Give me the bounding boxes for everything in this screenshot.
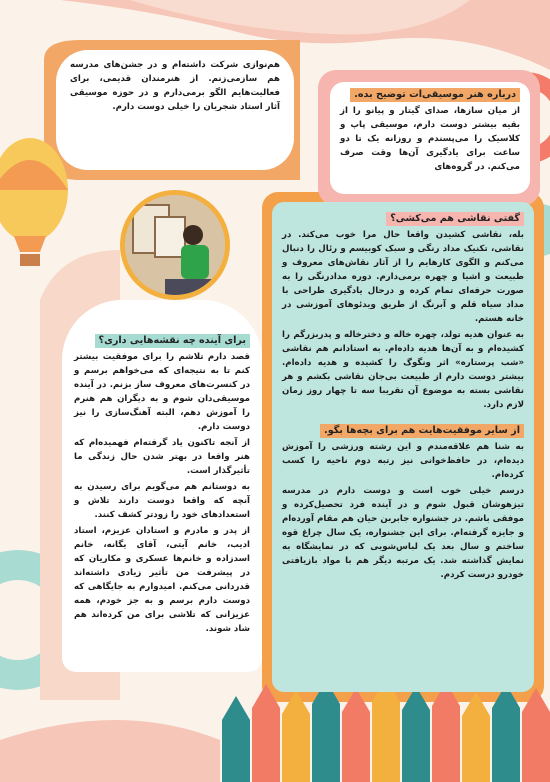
success-paragraph-1: به شنا هم علاقه‌مندم و این رشته ورزشی را آموزش دیده‌ام، در حافظ‌خوانی نیز رتبه دوم ناحیه را کسب کرده‌ام. [282, 442, 524, 480]
painting-card [272, 202, 534, 692]
painting-heading: گفتی نقاشی هم می‌کشی؟ [386, 212, 524, 226]
painting-paragraph-2: به عنوان هدیه تولد، چهره خاله و دخترخاله و پدربزرگم را کشیده‌ام و به آن‌ها هدیه داده‌ام. به استادانم هم نقاشی «شب پرستاره» اثر ونگوگ را کشیده و هدیه داده‌ام. بیشتر دوست دارم از طبیعت بی‌جان نقاشی بکشم و هر نقاشی بسته به موضوع آن تقریبا سه تا چهار روز زمان لازم دارد. [282, 330, 524, 410]
balloon-illustration [0, 138, 68, 266]
future-card [62, 300, 262, 672]
success-heading: از سایر موفقیت‌هایت هم برای بچه‌ها بگو. [320, 424, 524, 438]
music-text: از میان سازها، صدای گیتار و پیانو را از بقیه بیشتر دوست دارم، موسیقی پاپ و کلاسیک را می‌پسندم و روزانه یک تا دو ساعت برای یادگیری آن‌ها وقت صرف می‌کنم. در گروه‌های [340, 106, 520, 172]
painting-paragraph-1: بله، نقاشی کشیدن واقعا حال مرا خوب می‌کند. در نقاشی، تکنیک مداد رنگی و سبک کوبیسم و رئال را دنبال می‌کنم و الگوی کارهایم را از آثار نقاش‌های معروف و طبیعت و اشیا و چهره برمی‌دارم. دوره مدادرنگی را به صورت حرفه‌ای تمام کرده و درحال یادگیری طراحی با مداد سیاه قلم و آبرنگ از طریق ویدئوهای آموزشی در خانه هستم. [282, 230, 524, 324]
future-paragraph-3: به دوستانم هم می‌گویم برای رسیدن به آنچه که واقعا دوست دارند تلاش و استعدادهای خود را زودتر کشف کنند. [74, 482, 250, 520]
future-heading: برای آینده چه نقشه‌هایی داری؟ [95, 334, 251, 348]
music-heading: درباره هنر موسیقی‌ات توضیح بده. [350, 88, 520, 102]
music-continued-text: هم‌نوازی شرکت داشته‌ام و در جشن‌های مدرسه هم سازمی‌زنم. از هنرمندان قدیمی، برای فعالیت‌هایم الگو برمی‌دارم و در حوزه موسیقی آثار استاد شجریان را خیلی دوست دارم. [70, 60, 280, 112]
future-paragraph-4: از پدر و مادرم و استادان عزیزم، استاد ادیب، خانم آیتی، آقای یگانه، خانم اسدزاده و خانم‌ها عسکری و مکاریان که در پیشرفت من تأثیر زیادی داشته‌اند قدردانی می‌کنم. امیدوارم به جایگاهی که دوست دارم برسم و به جز خودم، همه عزیزانی که تلاشی برای من کرده‌اند هم شاد شوند. [74, 526, 250, 634]
music-continued-card [56, 50, 294, 170]
pencils-illustration [222, 678, 550, 782]
music-intro-card [330, 82, 530, 194]
success-paragraph-2: درسم خیلی خوب است و دوست دارم در مدرسه تیزهوشان قبول شوم و در آینده فرد تحصیل‌کرده و موفقی باشم. در جشنواره جابربن حیان هم مقام آورده‌ام و جایزه گرفته‌ام. برای این جشنواره، یک سال چراغ قوه ساختم و سال بعد یک لباس‌شویی که در نمایشگاه به نمایش گذاشته شد. یک مرتبه دیگر هم با مواد بازیافتی خودرو درست کردم. [282, 486, 524, 580]
student-photo [120, 190, 230, 300]
future-paragraph-1: قصد دارم تلاشم را برای موفقیت بیشتر کنم تا به نتیجه‌ای که می‌خواهم برسم و در کنسرت‌های معروف ساز بزنم. در آینده موسیقی‌دان شوم و به دیگران هم هنرم را آموزش دهم، البته آهنگ‌سازی را نیز دوست دارم. [74, 352, 250, 432]
future-paragraph-2: از آنجه تاکنون یاد گرفته‌ام فهمیده‌ام که هنر واقعا در بهتر شدن حال زندگی ما تأثیرگذار است. [74, 438, 250, 476]
